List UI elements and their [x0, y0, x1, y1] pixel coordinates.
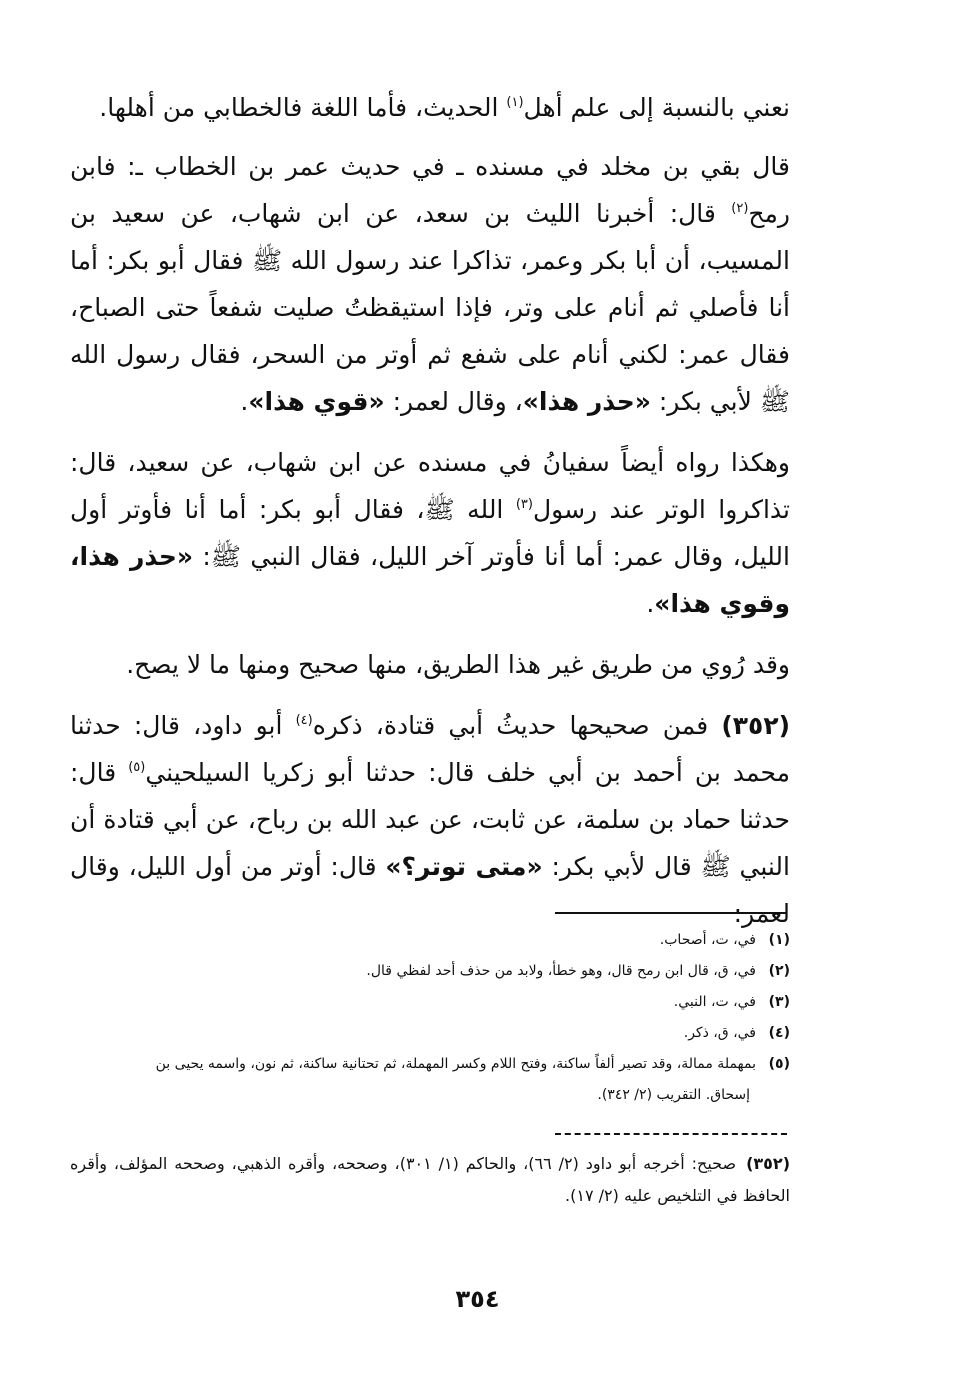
footnote-number: (٥)	[768, 1056, 790, 1072]
page-number: ٣٥٤	[455, 1285, 500, 1313]
footnote-text: بمهملة ممالة، وقد تصير ألفاً ساكنة، وفتح اللام وكسر المهملة، ثم تحتانية ساكنة، ثم نون، واسمه يحيى بن	[155, 1056, 756, 1072]
paragraph-3-text-c: .	[646, 589, 655, 618]
footnotes	[70, 925, 790, 1111]
main-text	[70, 84, 790, 951]
paragraph-1	[70, 84, 790, 131]
footnote-ref-2: (٢)	[731, 201, 749, 216]
footnote-number: (٢)	[768, 963, 790, 979]
footnote-text: في، ق، قال ابن رمح قال، وهو خطأ، ولابد من حذف أحد لفظي قال.	[366, 963, 756, 979]
takhrij-note	[70, 1148, 790, 1212]
footnote-1	[70, 925, 790, 956]
paragraph-4-text: وقد رُوي من طريق غير هذا الطريق، منها صحيح ومنها ما لا يصح.	[126, 650, 790, 679]
footnote-number: (٤)	[768, 1025, 790, 1041]
paragraph-5-text-c: قال: حدثنا حماد بن سلمة، عن ثابت، عن عبد الله بن رباح، عن أبي قتادة أن النبي ﷺ قال لأبي بكر:	[70, 758, 790, 881]
takhrij-text: صحيح: أخرجه أبو داود (٢/ ٦٦)، والحاكم (١/ ٣٠١)، وصححه، وأقره الذهبي، وصححه المؤلف، وأقره الحافظ في التلخيص عليه (٢/ ١٧).	[70, 1154, 790, 1205]
paragraph-3	[70, 439, 790, 627]
hadith-quote-1: «حذر هذا»	[522, 387, 651, 416]
footnote-ref-4: (٤)	[295, 713, 313, 728]
footnote-ref-1: (١)	[506, 95, 524, 110]
footnote-3	[70, 987, 790, 1018]
takhrij-number: (٣٥٢)	[746, 1154, 790, 1173]
paragraph-5	[70, 702, 790, 937]
paragraph-2-text-c: ، وقال لعمر:	[384, 387, 523, 416]
footnote-5	[70, 1049, 790, 1080]
hadith-quote-3: «حذر هذا، وقوي هذا»	[70, 542, 790, 618]
paragraph-5-text-a: فمن صحيحها حديثُ أبي قتادة، ذكره	[312, 711, 722, 740]
hadith-quote-2: «قوي هذا»	[248, 387, 385, 416]
paragraph-2-text-b: قال: أخبرنا الليث بن سعد، عن ابن شهاب، عن سعيد بن المسيب، أن أبا بكر وعمر، تذاكرا عند رسول الله ﷺ فقال أبو بكر: أما أنا فأصلي ثم أنام على وتر، فإذا استيقظتُ صليت شفعاً حتى الصباح، فقال عمر: لكني أنام على شفع ثم أوتر من السحر، فقال رسول الله ﷺ لأبي بكر:	[70, 199, 790, 416]
footnote-text: في، ت، أصحاب.	[659, 932, 756, 948]
paragraph-1-end: الحديث، فأما اللغة فالخطابي من أهلها.	[99, 93, 507, 122]
paragraph-2-text-d: .	[240, 387, 249, 416]
hadith-quote-4: «متى توتر؟»	[385, 852, 543, 881]
paragraph-2-text-a: قال بقي بن مخلد في مسنده ـ في حديث عمر بن الخطاب ـ: فابن رمح	[70, 152, 790, 228]
footnote-text: إسحاق. التقريب (٢/ ٣٤٢).	[597, 1087, 750, 1103]
footnote-5-continued	[70, 1080, 790, 1111]
takhrij-divider	[555, 1133, 787, 1135]
footnote-text: في، ق، ذكر.	[683, 1025, 756, 1041]
footnote-ref-5: (٥)	[128, 760, 146, 775]
footnote-number: (٣)	[768, 994, 790, 1010]
paragraph-3-text-a: وهكذا رواه أيضاً سفيانُ في مسنده عن ابن شهاب، عن سعيد، قال: تذاكروا الوتر عند رسول	[70, 448, 791, 524]
footnote-ref-3: (٣)	[515, 497, 533, 512]
footnote-4	[70, 1018, 790, 1049]
paragraph-5-text-b: أبو داود، قال: حدثنا محمد بن أحمد بن أبي خلف قال: حدثنا أبو زكريا السيلحيني	[70, 711, 790, 787]
paragraph-4	[70, 641, 790, 688]
paragraph-5-text-d: قال: أوتر من أول الليل، وقال لعمر:	[70, 852, 790, 928]
footnote-2	[70, 956, 790, 987]
footnote-divider	[555, 912, 787, 914]
paragraph-1-text: نعني بالنسبة إلى علم أهل	[523, 93, 790, 122]
footnote-text: في، ت، النبي.	[673, 994, 756, 1010]
hadith-number: (٣٥٢)	[721, 711, 791, 740]
paragraph-3-text-b: الله ﷺ، فقال أبو بكر: أما أنا فأوتر أول الليل، وقال عمر: أما أنا فأوتر آخر الليل، فقال النبي ﷺ:	[70, 495, 790, 571]
footnote-number: (١)	[768, 932, 790, 948]
paragraph-2	[70, 143, 790, 425]
